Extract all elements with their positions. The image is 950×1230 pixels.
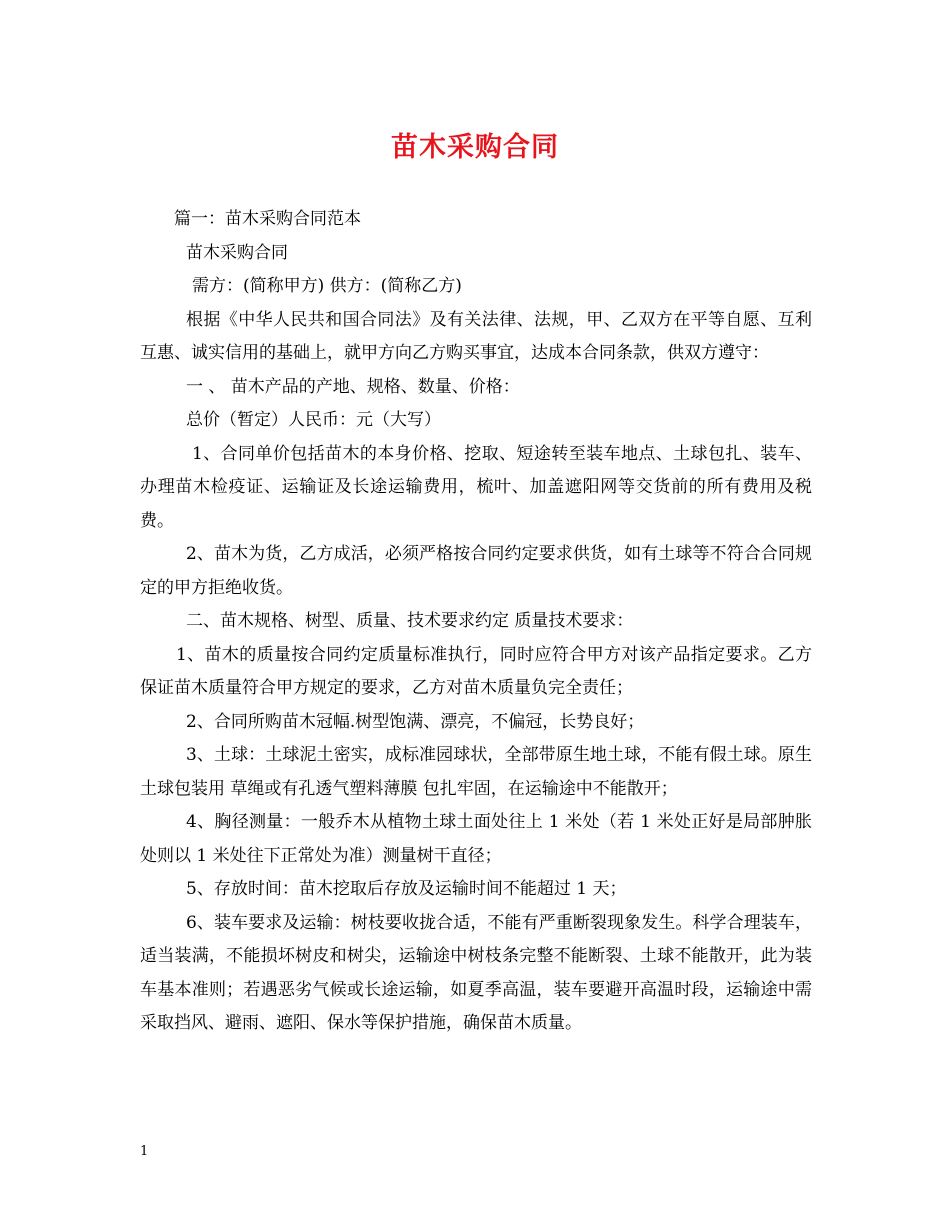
clause-item: 2、苗木为货，乙方成活，必须严格按合同约定要求供货，如有土球等不符合合同规定的甲方拒绝收货。: [140, 544, 812, 598]
paragraph-preamble: 根据《中华人民共和国合同法》及有关法律、法规，甲、乙双方在平等自愿、互利互惠、诚实信用的基础上，就甲方向乙方购买事宜，达成本合同条款，供双方遵守：: [140, 309, 812, 363]
contract-subtitle: 苗木采购合同: [186, 242, 288, 263]
clause-item: 1、苗木的质量按合同约定质量标准执行，同时应符合甲方对该产品指定要求。乙方保证苗木质量符合甲方规定的要求，乙方对苗木质量负完全责任；: [140, 644, 812, 698]
clause-item: 6、装车要求及运输：树枝要收拢合适，不能有严重断裂现象发生。科学合理装车，适当装满，不能损坏树皮和树尖，运输途中树枝条完整不能断裂、土球不能散开，此为装车基本准则；若遇恶劣气候或长途运输，如夏季高温，装车要避开高温时段，运输途中需采取挡风、避雨、遮阳、保水等保护措施，确保苗木质量。: [140, 912, 812, 1033]
parties-line: 需方：(简称甲方) 供方：(简称乙方): [192, 276, 462, 296]
clause-item: 4、胸径测量：一般乔木从植物土球土面处往上 1 米处（若 1 米处正好是局部肿胀处则以 1 米处往下正常处为准）测量树干直径；: [140, 812, 812, 866]
section-heading: 篇一：苗木采购合同范本: [174, 209, 361, 229]
clause-item: 5、存放时间：苗木挖取后存放及运输时间不能超过 1 天；: [186, 879, 627, 899]
clause-item: 1、合同单价包括苗木的本身价格、挖取、短途转至装车地点、土球包扎、装车、办理苗木检疫证、运输证及长途运输费用，梳叶、加盖遮阳网等交货前的所有费用及税费。: [140, 443, 812, 531]
clause-item: 2、合同所购苗木冠幅.树型饱满、漂亮，不偏冠，长势良好；: [186, 711, 645, 732]
total-price-line: 总价（暂定）人民币：元（大写）: [186, 410, 441, 430]
clause-heading-1: 一 、 苗木产品的产地、规格、数量、价格：: [186, 376, 520, 397]
document-title: 苗木采购合同: [391, 132, 559, 163]
page-number: 1: [140, 1144, 149, 1159]
clause-heading-2: 二、苗木规格、树型、质量、技术要求约定 质量技术要求：: [186, 611, 634, 631]
document-body: [140, 203, 812, 1041]
clause-item: 3、土球：土球泥土密实，成标准园球状，全部带原生地土球，不能有假土球。原生土球包装用 草绳或有孔透气塑料薄膜 包扎牢固，在运输途中不能散开；: [140, 745, 812, 799]
